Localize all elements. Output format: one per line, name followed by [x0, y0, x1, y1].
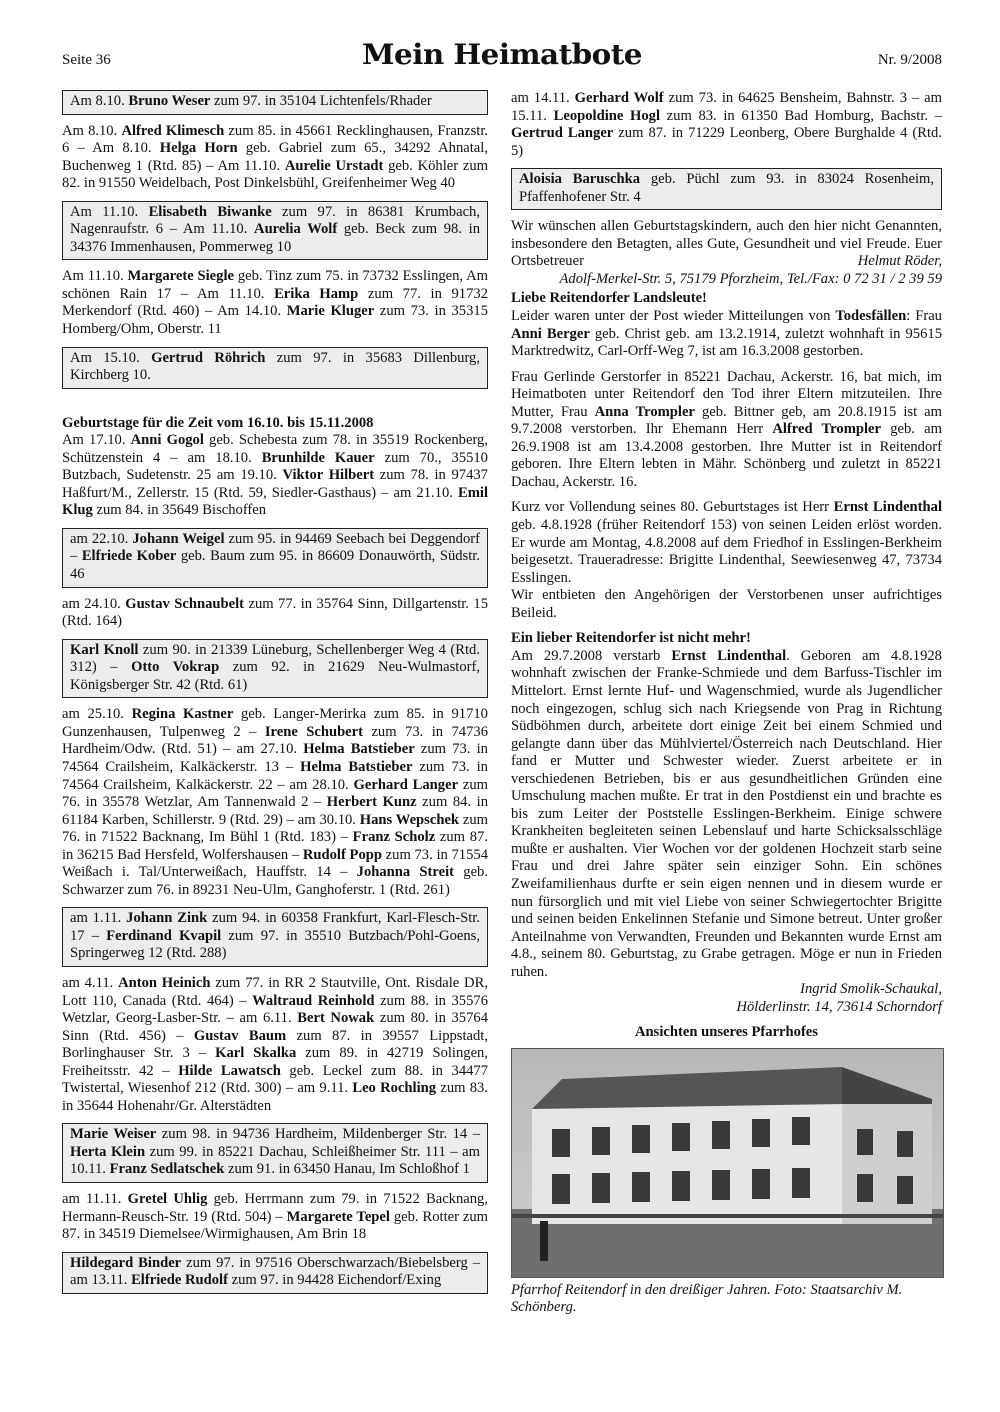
birthday-paragraph: am 11.11. Gretel Uhlig geb. Herrmann zum 79. in 71522 Backnang, Hermann-Reusch-Str. 19 (Rtd. 504) – Margarete Tepel geb. Rotter zum 87. in 34519 Diemelsee/Wirmighausen, Am Brin 18: [62, 1190, 488, 1243]
condolence-paragraph: Wir entbieten den Angehörigen der Verstorbenen unser aufrichtiges Beileid.: [511, 587, 942, 621]
person-name: Herbert Kunz: [326, 794, 417, 811]
person-name: Karl Skalka: [215, 1045, 297, 1062]
person-name: Hilde Lawatsch: [178, 1062, 281, 1079]
person-name: Aurelia Wolf: [254, 221, 338, 238]
person-name: Elfriede Rudolf: [131, 1272, 228, 1289]
building-illustration: [512, 1049, 943, 1277]
person-name: Leopoldine Hogl: [553, 107, 661, 124]
person-name: Viktor Hilbert: [282, 467, 375, 484]
person-name: Gustav Schnaubelt: [125, 595, 245, 612]
signature-address: Adolf-Merkel-Str. 5, 75179 Pforzheim, Tel./Fax: 0 72 31 / 2 39 59: [559, 270, 942, 287]
person-name: Anni Gogol: [130, 432, 204, 449]
person-name: Emil Klug: [62, 484, 488, 519]
person-name: Gretel Uhlig: [127, 1190, 208, 1207]
photo-heading: Ansichten unseres Pfarrhofes: [635, 1024, 818, 1041]
section-heading: Ein lieber Reitendorfer ist nicht mehr!: [511, 630, 751, 647]
greeting-paragraph: Wir wünschen allen Geburtstagskindern, auch den hier nicht Genannten, insbesondere den Betagten, alles Gute, Gesundheit und viel Freude. Euer Ortsbetreuer: [511, 218, 942, 270]
person-name: Marie Weiser: [70, 1126, 157, 1143]
person-name: Gertrud Röhrich: [151, 349, 266, 366]
person-name: Ernst Lindenthal: [671, 647, 787, 664]
birthday-box: Karl Knoll zum 90. in 21339 Lüneburg, Schellenberger Weg 4 (Rtd. 312) – Otto Vokrap zum 92. in 21629 Neu-Wulmastorf, Königsberger Str. 42 (Rtd. 61): [62, 639, 488, 699]
masthead-logo: Mein Heimatbote: [361, 38, 642, 71]
parsonage-photo: [511, 1048, 944, 1278]
obituary-paragraph: Frau Gerlinde Gerstorfer in 85221 Dachau, Ackerstr. 16, bat mich, im Heimatboten unter Reitendorf den Tod ihrer Eltern mitzuteilen. Ihre Mutter, Frau Anna Trompler geb. Bittner geb, am 20.8.1915 ist am 9.7.2008 verstorben. Ihr Ehemann Herr Alfred Trompler geb. am 26.9.1908 ist am 13.4.2008 gestorben. Ihre Mutter ist in Reitendorf geboren. Ihre Eltern lebten in Mähr. Schönberg und zuletzt in 85221 Dachau, Ackerstr. 16.: [511, 368, 942, 490]
obituary-paragraph: Am 29.7.2008 verstarb Ernst Lindenthal. Geboren am 4.8.1928 wohnhaft zwischen der Franke-Schmiede und dem Barfuss-Tischler im Mittelort. Ernst lernte Huf- und Wagenschmied, wurde als Jugendlicher noch eingezogen, schlug sich nach Kriegsende von Prag in Richtung Südböhmen durch, arbeitete dort einige Zeit bei einem Schmied und gelangte dann über das Mühlviertel/Österreich nach Deutschland. Hier fand er Mutter und Schwester wieder. Zuerst arbeitete er in verschiedenen Betrieben, bis er aus gesundheitlichen Gründen eine Umschulung machen mußte. Er trat in den Postdienst ein und brachte es bis zum Leiter der Poststelle Esslingen-Berkheim. Einige schwere Krankheiten begleiteten seinen Lebenslauf und harte Schicksalsschläge mußte er aushalten. Vier Wochen vor der goldenen Hochzeit starb seine Frau und drei Jahre später sein einziger Sohn. Ein schönes Zweifamilienhaus durfte er sein eigen nennen und in diesem wurde er nun fürsorglich und mit viel Liebe von seiner Schwiegertochter Brigitte und seinen beiden Enkelinnen Stefanie und Simone betreut. Unter großer Anteilnahme von Verwandten, Freunden und Bekannten wurde Ernst am 4.8., seinem 80. Geburtstag, zu Grabe getragen. Möge er nun in Frieden ruhen.: [511, 647, 942, 980]
obituary-paragraph: Leider waren unter der Post wieder Mitteilungen von Todesfällen: Frau Anni Berger geb. Christ geb. am 13.2.1914, zuletzt wohnhaft in 95615 Marktredwitz, Carl-Orff-Weg 7, ist am 16.3.2008 gestorben.: [511, 308, 942, 360]
birthday-paragraph: am 25.10. Regina Kastner geb. Langer-Merirka zum 85. in 91710 Gunzenhausen, Tulpenweg 2 – Irene Schubert zum 73. in 74736 Hardheim/Odw. (Rtd. 51) – am 27.10. Helma Batstieber zum 73. in 74564 Crailsheim, Kalkäckerstr. 13 – Helma Batstieber zum 73. in 74564 Crailsheim, Kalkäckerstr. 22 – am 28.10. Gerhard Langer zum 76. in 35578 Wetzlar, Am Tannenwald 2 – Herbert Kunz zum 84. in 61184 Karben, Schillerstr. 9 (Rtd. 29) – am 30.10. Hans Wepschek zum 76. in 71522 Backnang, Im Bühl 1 (Rtd. 183) – Franz Scholz zum 87. in 36215 Bad Hersfeld, Wolfershausen – Rudolf Popp zum 73. in 71554 Weißach i. Tal/Unterweißach, Hauffstr. 14 – Johanna Streit geb. Schwarzer zum 76. in 89231 Neu-Ulm, Ganghoferstr. 1 (Rtd. 261): [62, 706, 489, 898]
person-name: Johann Weigel: [132, 530, 225, 547]
person-name: Waltraud Reinhold: [252, 992, 375, 1009]
person-name: Regina Kastner: [131, 706, 234, 723]
signature-name: Helmut Röder,: [857, 253, 942, 270]
person-name: Helma Batstieber: [303, 741, 415, 758]
person-name: Margarete Siegle: [127, 268, 234, 285]
signature-name: Ingrid Smolik-Schaukal,: [800, 981, 942, 998]
birthday-box: Am 8.10. Bruno Weser zum 97. in 35104 Lichtenfels/Rhader: [62, 90, 488, 115]
person-name: Herta Klein: [70, 1143, 146, 1160]
person-name: Leo Rochling: [352, 1080, 437, 1097]
person-name: Gerhard Wolf: [574, 90, 664, 106]
person-name: Hildegard Binder: [70, 1254, 182, 1271]
person-name: Franz Sedlatschek: [109, 1161, 225, 1178]
person-name: Otto Vokrap: [131, 659, 220, 676]
page-number: Seite 36: [62, 52, 111, 68]
birthday-paragraph: am 24.10. Gustav Schnaubelt zum 77. in 35764 Sinn, Dillgartenstr. 15 (Rtd. 164): [62, 595, 488, 630]
person-name: Irene Schubert: [264, 723, 363, 740]
person-name: Erika Hamp: [274, 285, 359, 302]
birthday-paragraph: Am 17.10. Anni Gogol geb. Schebesta zum 78. in 35519 Rockenberg, Schützenstein 4 – am 18.10. Brunhilde Kauer zum 70., 35510 Butzbach, Sudetenstr. 25 am 19.10. Viktor Hilbert zum 78. in 97437 Haßfurt/M., Zellerstr. 15 (Rtd. 59, Siedler-Gasthaus) – am 21.10. Emil Klug zum 84. in 35649 Bischoffen: [62, 432, 488, 519]
person-name: Aurelie Urstadt: [284, 157, 384, 174]
person-name: Johann Zink: [126, 910, 208, 927]
birthday-paragraph: Am 11.10. Margarete Siegle geb. Tinz zum 75. in 73732 Esslingen, Am schönen Rain 17 – Am 11.10. Erika Hamp zum 77. in 91732 Merkendorf (Rtd. 460) – Am 14.10. Marie Kluger zum 73. in 35315 Homberg/Ohm, Oberstr. 11: [62, 268, 488, 338]
person-name: Alfred Trompler: [772, 421, 881, 438]
person-name: Bruno Weser: [128, 93, 211, 109]
section-heading: Geburtstage für die Zeit vom 16.10. bis 15.11.2008: [62, 414, 374, 431]
birthday-box: Am 11.10. Elisabeth Biwanke zum 97. in 86381 Krumbach, Nagenraufstr. 6 – Am 11.10. Aurelia Wolf geb. Beck zum 98. in 34376 Immenhausen, Pommerweg 10: [62, 201, 488, 261]
person-name: Hans Wepschek: [359, 811, 460, 828]
person-name: Anton Heinich: [118, 974, 211, 991]
left-column: [62, 90, 488, 1302]
section-heading: Liebe Reitendorfer Landsleute!: [511, 290, 707, 307]
page-header: [62, 38, 942, 78]
right-column: [511, 90, 942, 1332]
person-name: Ferdinand Kvapil: [106, 927, 222, 944]
person-name: Aloisia Baruschka: [519, 171, 641, 188]
birthday-box: Am 15.10. Gertrud Röhrich zum 97. in 35683 Dillenburg, Kirchberg 10.: [62, 347, 488, 389]
photo-caption: Pfarrhof Reitendorf in den dreißiger Jahren. Foto: Staatsarchiv M. Schönberg.: [511, 1281, 903, 1316]
person-name: Gustav Baum: [193, 1027, 287, 1044]
person-name: Todesfällen: [835, 308, 907, 325]
obituary-paragraph: Kurz vor Vollendung seines 80. Geburtstages ist Herr Ernst Lindenthal geb. 4.8.1928 (früher Reitendorf 153) von seinen Leiden erlöst worden. Er wurde am Montag, 4.8.2008 auf dem Friedhof in Esslingen-Berkheim beigesetzt. Traueradresse: Brigitte Lindenthal, Seewiesenweg 47, 73734 Esslingen.: [511, 499, 942, 586]
birthday-box: Hildegard Binder zum 97. in 97516 Oberschwarzach/Biebelsberg – am 13.11. Elfriede Rudolf zum 97. in 94428 Eichendorf/Exing: [62, 1252, 488, 1294]
person-name: Rudolf Popp: [302, 846, 382, 863]
issue-number: Nr. 9/2008: [877, 52, 942, 68]
person-name: Anni Berger: [511, 325, 590, 342]
person-name: Marie Kluger: [286, 303, 375, 320]
birthday-box: Aloisia Baruschka geb. Püchl zum 93. in 83024 Rosenheim, Pfaffenhofener Str. 4: [511, 168, 942, 210]
signature-address: Hölderlinstr. 14, 73614 Schorndorf: [736, 998, 942, 1015]
person-name: Anna Trompler: [594, 403, 695, 420]
birthday-box: am 22.10. Johann Weigel zum 95. in 94469 Seebach bei Deggendorf – Elfriede Kober geb. Baum zum 95. in 86609 Donauwörth, Südstr. 46: [62, 528, 488, 588]
person-name: Margarete Tepel: [286, 1208, 390, 1225]
person-name: Helma Batstieber: [300, 758, 413, 775]
person-name: Helga Horn: [159, 140, 238, 157]
person-name: Franz Scholz: [352, 829, 436, 846]
person-name: Gerhard Langer: [353, 776, 459, 793]
person-name: Gertrud Langer: [511, 125, 614, 142]
birthday-box: am 1.11. Johann Zink zum 94. in 60358 Frankfurt, Karl-Flesch-Str. 17 – Ferdinand Kvapil zum 97. in 35510 Butzbach/Pohl-Goens, Springerweg 12 (Rtd. 288): [62, 907, 488, 967]
person-name: Brunhilde Kauer: [261, 449, 375, 466]
person-name: Alfred Klimesch: [121, 122, 225, 139]
birthday-paragraph: am 4.11. Anton Heinich zum 77. in RR 2 Stautville, Ont. Risdale DR, Lott 110, Canada (Rtd. 464) – Waltraud Reinhold zum 88. in 35576 Wetzlar, Georg-Lasber-Str. – am 6.11. Bert Nowak zum 80. in 35764 Sinn (Rtd. 456) – Gustav Baum zum 87. in 39557 Lippstadt, Borlinghauser Str. 3 – Karl Skalka zum 89. in 42719 Solingen, Freiheitsstr. 42 – Hilde Lawatsch geb. Leckel zum 88. in 34477 Twistertal, Wiesenhof 212 (Rtd. 300) – am 9.11. Leo Rochling zum 83. in 35644 Hohenahr/Gr. Alterstädten: [62, 974, 489, 1114]
person-name: Elisabeth Biwanke: [148, 203, 272, 220]
birthday-box: Marie Weiser zum 98. in 94736 Hardheim, Mildenberger Str. 14 – Herta Klein zum 99. in 85221 Dachau, Schleißheimer Str. 111 – am 10.11. Franz Sedlatschek zum 91. in 63450 Hanau, Im Schloßhof 1: [62, 1123, 488, 1183]
person-name: Bert Nowak: [297, 1010, 375, 1027]
person-name: Karl Knoll: [70, 641, 139, 658]
birthday-paragraph: am 14.11. Gerhard Wolf zum 73. in 64625 Bensheim, Bahnstr. 3 – am 15.11. Leopoldine Hogl zum 83. in 61350 Bad Homburg, Bachstr. – Gertrud Langer zum 87. in 71229 Leonberg, Obere Burghalde 4 (Rtd. 5): [511, 90, 943, 159]
birthday-paragraph: Am 8.10. Alfred Klimesch zum 85. in 45661 Recklinghausen, Franzstr. 6 – Am 8.10. Helga Horn geb. Gabriel zum 65., 34292 Ahnatal, Buchenweg 1 (Rtd. 85) – Am 11.10. Aurelie Urstadt geb. Köhler zum 82. in 91550 Weidelbach, Post Dinkelsbühl, Greifenheimer Weg 40: [62, 122, 489, 192]
person-name: Johanna Streit: [356, 864, 455, 881]
person-name: Elfriede Kober: [81, 548, 177, 565]
person-name: Ernst Lindenthal: [833, 499, 942, 516]
